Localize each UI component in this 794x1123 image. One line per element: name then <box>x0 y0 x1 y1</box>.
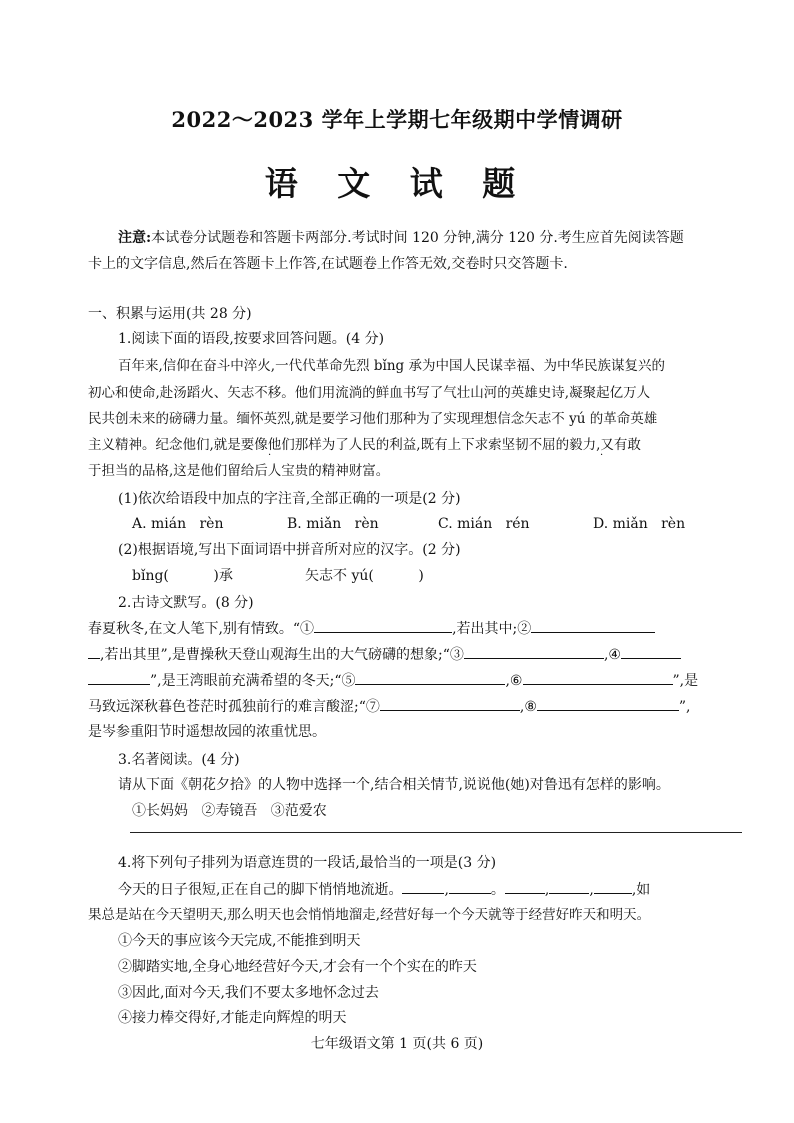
q4-text-1e: , <box>589 882 594 898</box>
q4-text-1d: , <box>544 882 550 898</box>
q4-blank-3[interactable] <box>505 879 545 894</box>
notice-label: 注意: <box>118 230 152 246</box>
blank-1[interactable] <box>314 618 452 633</box>
q4-blank-4[interactable] <box>549 879 589 894</box>
q4-item-3: ③因此,面对今天,我们不要太多地怀念过去 <box>118 985 379 1001</box>
q4-line-1 <box>118 879 650 900</box>
exam-title: 2022～2023 学年上学期七年级期中学情调研 <box>171 107 623 132</box>
emphasis-dot-2: · <box>600 450 604 461</box>
q4-blank-1[interactable] <box>402 879 444 894</box>
blank-6[interactable] <box>523 670 673 685</box>
q1-sub2: (2)根据语境,写出下面词语中拼音所对应的汉字。(2 分) <box>118 542 461 558</box>
blank-3[interactable] <box>464 644 604 659</box>
q1-passage-line-5: 于担当的品格,这是他们留给后人宝贵的精神财富。 <box>88 463 390 479</box>
q4-text-1c: 。 <box>490 882 505 898</box>
q3-prompt: 请从下面《朝花夕拾》的人物中选择一个,结合相关情节,说说他(她)对鲁迅有怎样的影响。 <box>118 777 670 793</box>
q4-text-1f: ,如 <box>631 882 651 898</box>
q2-line-3 <box>88 670 698 691</box>
q1-option-a[interactable]: A. mián rèn <box>132 516 224 532</box>
q2-text-3c: ”,是 <box>672 673 699 689</box>
q2-line-1 <box>88 618 655 639</box>
blank-2-start[interactable] <box>531 618 655 633</box>
notice-line-2: 卡上的文字信息,然后在答题卡上作答,在试题卷上作答无效,交卷时只交答题卡. <box>88 256 568 272</box>
q1-passage-line-1: 百年来,信仰在奋斗中淬火,一代代革命先烈 bǐng 承为中国人民谋幸福、为中华民族谋复兴的 <box>118 358 665 374</box>
q2-line-5: 是岑参重阳节时遥想故园的浓重忧思。 <box>88 724 326 740</box>
q2-line-4 <box>88 696 691 717</box>
q2-text-3b: ,⑥ <box>505 673 523 689</box>
q3-choices: ①长妈妈 ②寿镜吾 ③范爱农 <box>132 803 327 819</box>
blank-5[interactable] <box>355 670 505 685</box>
q1-passage-line-2: 初心和使命,赴汤蹈火、矢志不移。他们用流淌的鲜血书写了气壮山河的英雄史诗,凝聚起亿万人 <box>88 385 651 401</box>
q1-fill-bing[interactable]: bǐng( )承 <box>132 568 233 584</box>
q4-stem: 4.将下列句子排列为语意连贯的一段话,最恰当的一项是(3 分) <box>118 855 497 871</box>
q4-line-2: 果总是站在今天望明天,那么明天也会悄悄地溜走,经营好每一个今天就等于经营好昨天和明天。 <box>88 907 651 923</box>
q1-option-d[interactable]: D. miǎn rèn <box>593 516 686 532</box>
blank-7[interactable] <box>380 696 520 711</box>
q2-text-3a: ”,是王湾眼前充满希望的冬天;“⑤ <box>150 673 356 689</box>
notice-line-1 <box>118 228 684 248</box>
q4-text-1b: , <box>444 882 449 898</box>
q4-blank-5[interactable] <box>594 879 632 894</box>
emphasis-dot-1: · <box>268 450 272 461</box>
q4-blank-2[interactable] <box>449 879 491 894</box>
q2-line-2 <box>88 644 681 665</box>
q1-fill-yu[interactable]: 矢志不 yú( ) <box>305 568 424 584</box>
q2-text-4b: ,⑧ <box>519 699 537 715</box>
q4-text-1a: 今天的日子很短,正在自己的脚下悄悄地流逝。 <box>118 882 403 898</box>
subject-title: 语 文 试 题 <box>264 164 530 203</box>
q2-text-1b: ,若出其中;② <box>452 621 532 637</box>
q2-text-1a: 春夏秋冬,在文人笔下,别有情致。“① <box>88 621 315 637</box>
q1-option-c[interactable]: C. mián rén <box>438 516 530 532</box>
q2-text-2b: ,④ <box>603 647 621 663</box>
q4-item-1: ①今天的事应该今天完成,不能推到明天 <box>118 933 361 949</box>
q1-sub1: (1)依次给语段中加点的字注音,全部正确的一项是(2 分) <box>118 491 461 507</box>
blank-4-end[interactable] <box>88 670 150 685</box>
blank-8[interactable] <box>537 696 679 711</box>
q3-answer-line[interactable] <box>130 832 742 833</box>
section-heading: 一、积累与运用(共 28 分) <box>88 306 252 322</box>
q2-text-4a: 马致远深秋暮色苍茫时孤独前行的难言酸涩;“⑦ <box>88 699 380 715</box>
page-footer: 七年级语文第 1 页(共 6 页) <box>310 1036 484 1052</box>
q3-stem: 3.名著阅读。(4 分) <box>118 752 240 768</box>
blank-2-end[interactable] <box>88 644 100 659</box>
q2-stem: 2.古诗文默写。(8 分) <box>118 595 254 611</box>
q1-stem: 1.阅读下面的语段,按要求回答问题。(4 分) <box>118 331 385 347</box>
q4-item-2: ②脚踏实地,全身心地经营好今天,才会有一个个实在的昨天 <box>118 959 477 975</box>
q2-text-2a: ,若出其里”,是曹操秋天登山观海生出的大气磅礴的想象;“③ <box>100 647 464 663</box>
blank-4-start[interactable] <box>621 644 681 659</box>
notice-text-1: 本试卷分试题卷和答题卡两部分.考试时间 120 分钟,满分 120 分.考生应首先阅读答题 <box>151 230 684 246</box>
q1-option-b[interactable]: B. miǎn rèn <box>287 516 379 532</box>
q1-passage-line-4: 主义精神。纪念他们,就是要像他们那样为了人民的利益,既有上下求索坚韧不屈的毅力,又有敢 <box>88 437 641 453</box>
q1-passage-line-3: 民共创未来的磅礴力量。缅怀英烈,就是要学习他们那种为了实现理想信念矢志不 yú 的革命英雄 <box>88 411 658 427</box>
q2-text-4c: ”, <box>678 699 691 715</box>
q4-item-4: ④接力棒交得好,才能走向辉煌的明天 <box>118 1010 347 1026</box>
